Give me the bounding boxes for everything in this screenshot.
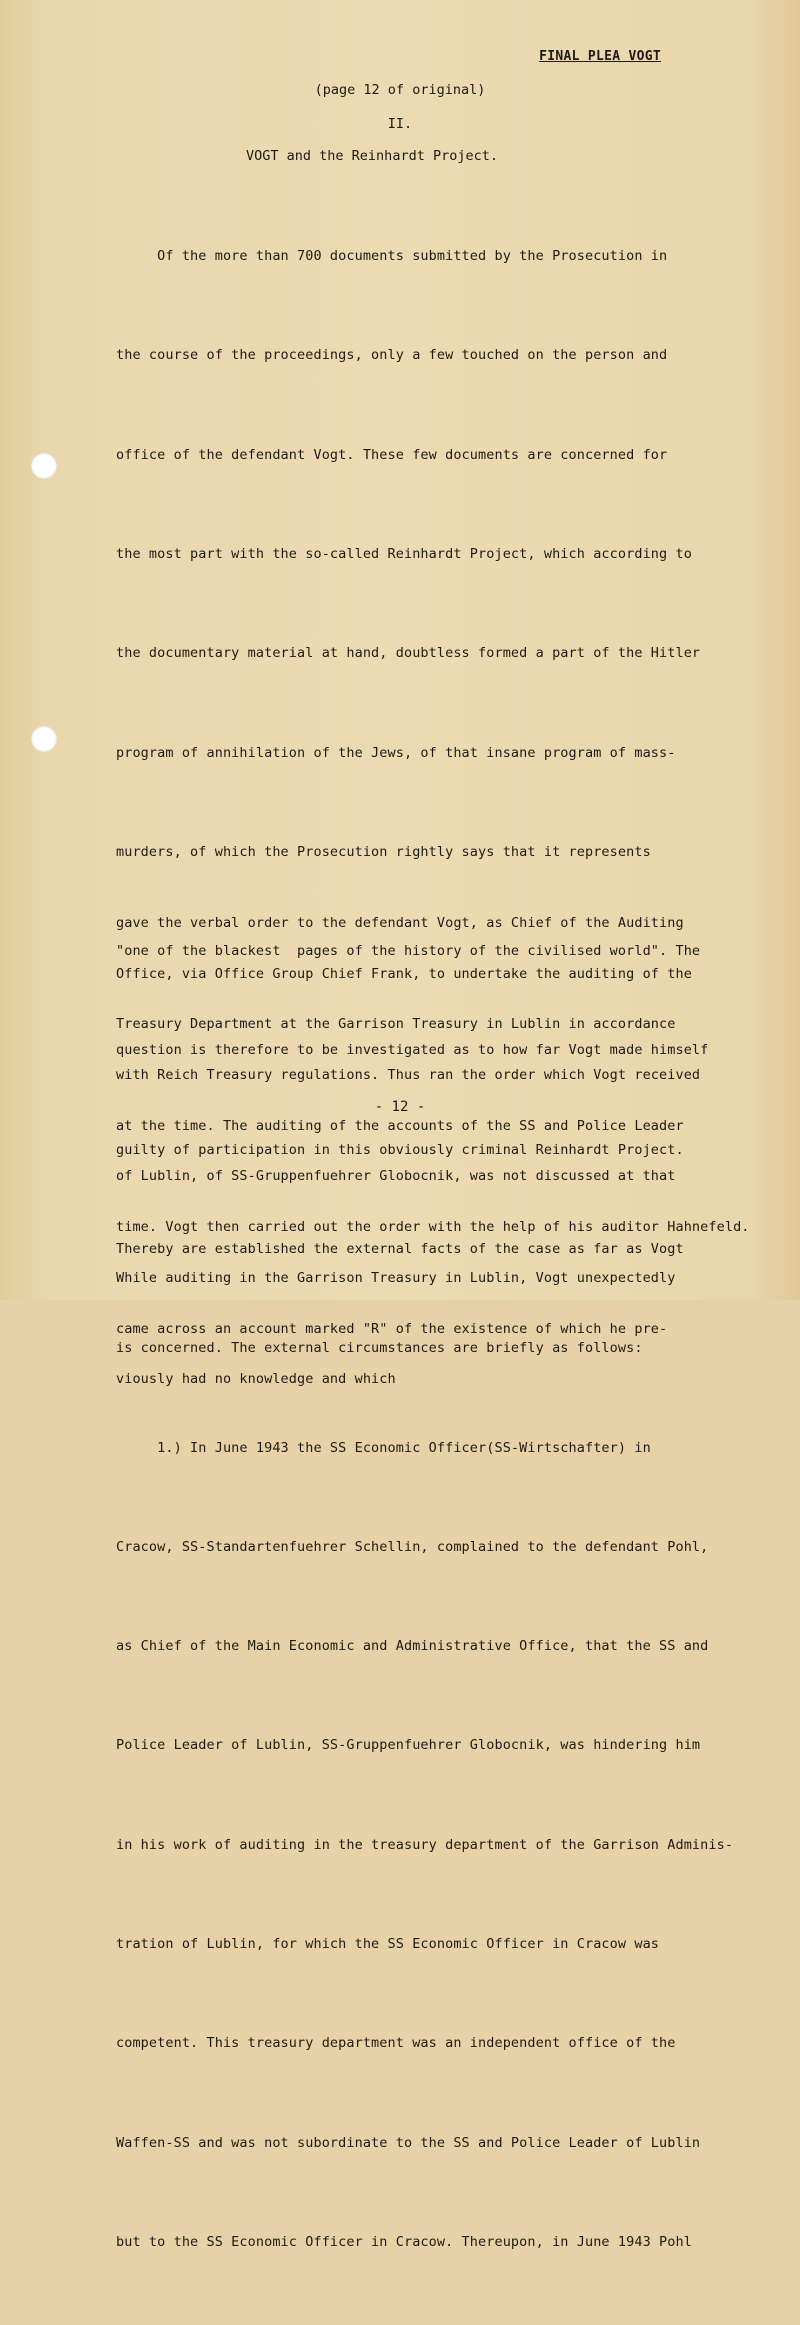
paragraph-line: of Lublin, of SS-Gruppenfuehrer Globocnik, was not discussed at that — [116, 1168, 676, 1185]
paragraph-line: tration of Lublin, for which the SS Economic Officer in Cracow was — [116, 1935, 660, 1952]
paragraph-line: Police Leader of Lublin, SS-Gruppenfuehrer Globocnik, was hindering him — [116, 1737, 701, 1754]
paragraph-line: competent. This treasury department was an independent office of the — [116, 2035, 676, 2052]
paragraph-line: in his work of auditing in the treasury department of the Garrison Adminis- — [116, 1836, 734, 1853]
paragraph-line: with Reich Treasury regulations. Thus ran the order which Vogt received — [116, 1066, 701, 1083]
paragraph-line: Of the more than 700 documents submitted by the Prosecution in — [116, 248, 668, 265]
page-reference: (page 12 of original) — [314, 82, 486, 98]
paragraph-line: the documentary material at hand, doubtless formed a part of the Hitler — [116, 645, 701, 662]
paragraph-line: While auditing in the Garrison Treasury in Lublin, Vogt unexpectedly — [116, 1269, 676, 1286]
paragraph-line: guilty of participation in this obviously criminal Reinhardt Project. — [116, 1141, 684, 1158]
paragraph-line: 1.) In June 1943 the SS Economic Officer(SS-Wirtschafter) in — [116, 1439, 651, 1456]
paragraph-line: office of the defendant Vogt. These few documents are concerned for — [116, 446, 668, 463]
paragraph-line: gave the verbal order to the defendant Vogt, as Chief of the Auditing — [116, 914, 684, 931]
paragraph-line: Cracow, SS-Standartenfuehrer Schellin, complained to the defendant Pohl, — [116, 1538, 709, 1555]
single-spaced-paragraph — [116, 881, 766, 1422]
paragraph-line: Thereby are established the external facts of the case as far as Vogt — [116, 1241, 684, 1257]
paragraph-line: but to the SS Economic Officer in Cracow. Thereupon, in June 1943 Pohl — [116, 2233, 692, 2250]
paragraph-line: is concerned. The external circumstances are briefly as follows: — [116, 1340, 643, 1357]
paragraph-line: "one of the blackest pages of the history of the civilised world". The — [116, 943, 701, 960]
section-number: II. — [387, 116, 413, 132]
paragraph-line: at the time. The auditing of the accounts of the SS and Police Leader — [116, 1117, 684, 1134]
paragraph-line: Waffen-SS and was not subordinate to the SS and Police Leader of Lublin — [116, 2134, 701, 2151]
punch-hole-top — [31, 453, 57, 479]
paragraph-line: question is therefore to be investigated as to how far Vogt made himself — [116, 1042, 709, 1059]
paragraph-line: the course of the proceedings, only a few touched on the person and — [116, 347, 668, 364]
section-title: VOGT and the Reinhardt Project. — [246, 148, 498, 164]
paragraph-line: Treasury Department at the Garrison Treasury in Lublin in accordance — [116, 1016, 676, 1033]
punch-hole-bottom — [31, 726, 57, 752]
paragraph-line: came across an account marked "R" of the existence of which he pre- — [116, 1320, 668, 1337]
paragraph-line: Office, via Office Group Chief Frank, to undertake the auditing of the — [116, 965, 692, 982]
paragraph-line: murders, of which the Prosecution rightly says that it represents — [116, 843, 651, 860]
paragraph-line: as Chief of the Main Economic and Administrative Office, that the SS and — [116, 1638, 709, 1655]
paragraph-line: viously had no knowledge and which — [116, 1371, 396, 1388]
paragraph-line: time. Vogt then carried out the order with the help of his auditor Hahnefeld. — [116, 1219, 750, 1236]
paragraph-line: the most part with the so-called Reinhardt Project, which according to — [116, 546, 692, 563]
page-number: - 12 - — [374, 1099, 426, 1115]
paragraph-line: program of annihilation of the Jews, of that insane program of mass- — [116, 744, 676, 761]
document-header: FINAL PLEA VOGT — [539, 49, 661, 64]
